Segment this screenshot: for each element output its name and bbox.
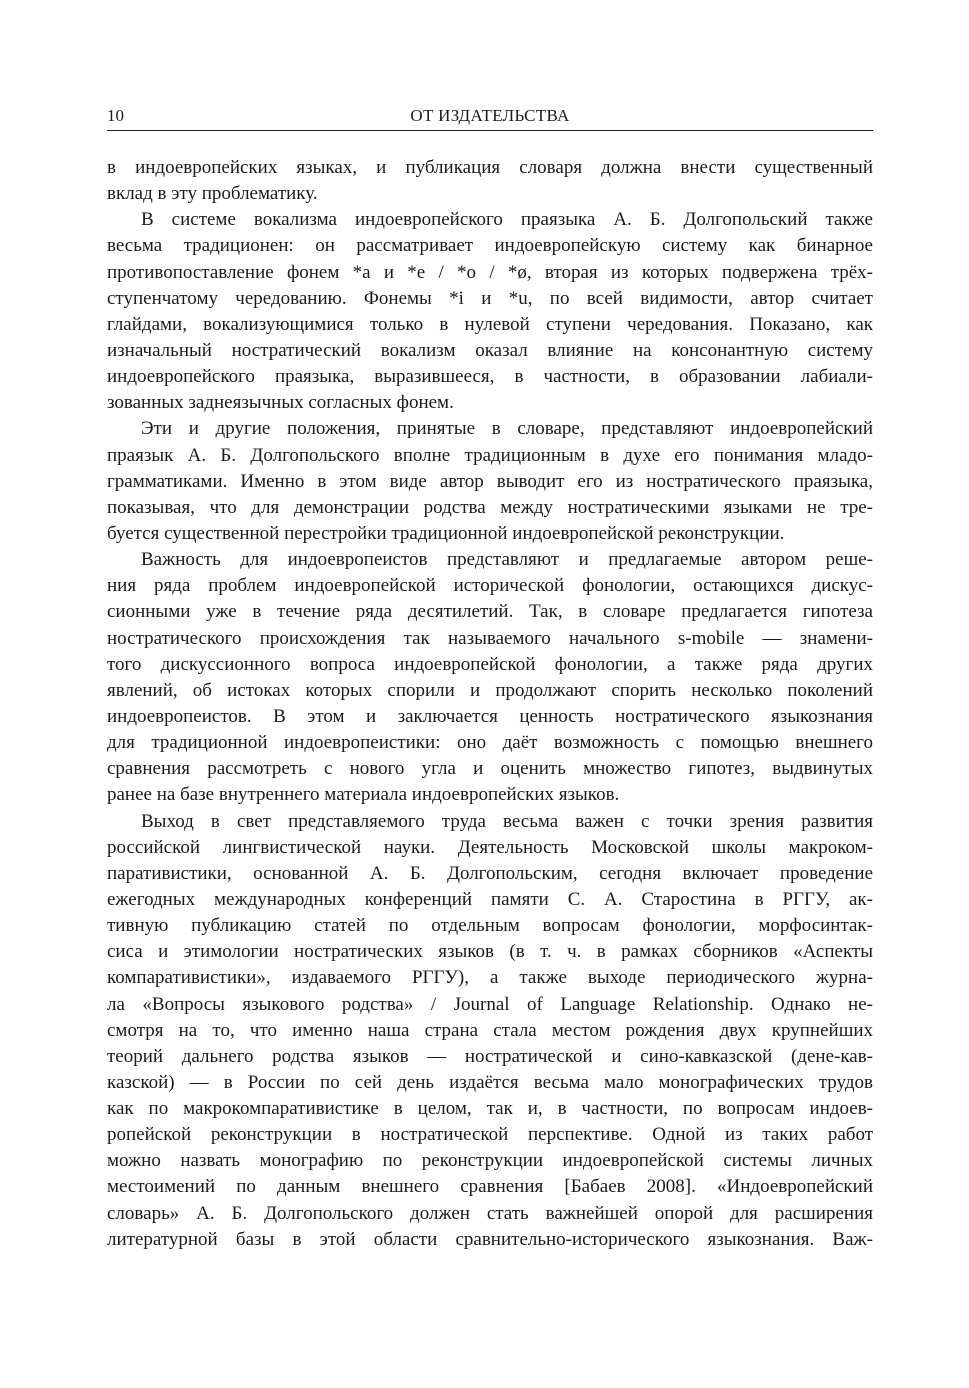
paragraph	[107, 155, 873, 207]
text-line: ния ряда проблем индоевропейской исторической фонологии, остающихся дискус-	[107, 575, 873, 597]
text-line: буется существенной перестройки традиционной индоевропейской реконструкции.	[107, 522, 785, 544]
text-line: весьма традиционен: он рассматривает индоевропейскую систему как бинарное	[107, 235, 873, 257]
text-line: зованных заднеязычных согласных фонем.	[107, 392, 454, 414]
text-line: местоимений по данным внешнего сравнения [Бабаев 2008]. «Индоевропейский	[107, 1176, 873, 1198]
text-line: противопоставление фонем *a и *e / *o / *ø, вторая из которых подвержена трёх-	[107, 261, 873, 283]
text-line: смотря на то, что именно наша страна стала местом рождения двух крупнейших	[107, 1019, 873, 1041]
paragraph	[107, 207, 873, 416]
text-line: теорий дальнего родства языков — ностратической и сино-кавказской (дене-кав-	[107, 1045, 873, 1067]
text-line: российской лингвистической науки. Деятельность Московской школы макроком-	[107, 836, 873, 858]
text-line: сиса и этимологии ностратических языков (в т. ч. в рамках сборников «Аспекты	[107, 941, 873, 963]
paragraph	[107, 416, 873, 547]
text-line: того дискуссионного вопроса индоевропейской фонологии, а также ряда других	[107, 653, 873, 675]
text-line: литературной базы в этой области сравнительно-исторического языкознания. Важ-	[107, 1228, 873, 1250]
text-line: ностратического происхождения так называемого начального s-mobile — знамени-	[107, 627, 873, 649]
text-line: В системе вокализма индоевропейского праязыка А. Б. Долгопольский также	[141, 209, 873, 231]
text-line: праязык А. Б. Долгопольского вполне традиционным в духе его понимания младо-	[107, 444, 873, 466]
paragraph	[107, 809, 873, 1253]
text-line: как по макрокомпаративистике в целом, так и, в частности, по вопросам индоев-	[107, 1098, 873, 1120]
text-line: можно назвать монографию по реконструкции индоевропейской системы личных	[107, 1150, 873, 1172]
text-line: Эти и другие положения, принятые в словаре, представляют индоевропейский	[141, 418, 873, 440]
text-line: ла «Вопросы языкового родства» / Journal of Language Relationship. Однако не-	[107, 993, 873, 1015]
text-line: компаративистики», издаваемого РГГУ), а также выходе периодического журна-	[107, 967, 873, 989]
text-line: глайдами, вокализующимися только в нулевой ступени чередования. Показано, как	[107, 313, 873, 335]
text-line: ранее на базе внутреннего материала индоевропейских языков.	[107, 784, 620, 806]
text-line: казской) — в России по сей день издаётся весьма мало монографических трудов	[107, 1071, 873, 1093]
text-line: сравнения рассмотреть с нового угла и оценить множество гипотез, выдвинутых	[107, 758, 873, 780]
text-line: изначальный ностратический вокализм оказал влияние на консонантную систему	[107, 339, 873, 361]
text-line: ежегодных международных конференций памяти С. А. Старостина в РГГУ, ак-	[107, 888, 873, 910]
text-line: Выход в свет представляемого труда весьма важен с точки зрения развития	[141, 810, 873, 832]
text-line: в индоевропейских языках, и публикация словаря должна внести существенный	[107, 157, 873, 178]
text-line: паративистики, основанной А. Б. Долгопольским, сегодня включает проведение	[107, 862, 873, 884]
text-line: Важность для индоевропеистов представляют и предлагаемые автором реше-	[141, 549, 873, 571]
page-number: 10	[107, 106, 124, 125]
text-line: вклад в эту проблематику.	[107, 183, 318, 205]
text-line: для традиционной индоевропеистики: оно даёт возможность с помощью внешнего	[107, 732, 873, 754]
text-line: показывая, что для демонстрации родства между ностратическими языками не тре-	[107, 496, 873, 518]
text-line: тивную публикацию статей по отдельным вопросам фонологии, морфосинтак-	[107, 915, 873, 937]
text-line: индоевропеистов. В этом и заключается ценность ностратического языкознания	[107, 705, 873, 727]
text-line: словарь» А. Б. Долгопольского должен стать важнейшей опорой для расширения	[107, 1202, 873, 1224]
text-line: индоевропейского праязыка, выразившееся, в частности, в образовании лабиали-	[107, 366, 873, 388]
text-line: явлений, об истоках которых спорили и продолжают спорить несколько поколений	[107, 679, 873, 701]
body-text	[107, 155, 873, 1253]
text-line: ступенчатому чередованию. Фонемы *i и *u, по всей видимости, автор считает	[107, 287, 873, 309]
running-head-title: ОТ ИЗДАТЕЛЬСТВА	[410, 106, 570, 125]
text-line: ропейской реконструкции в ностратической перспективе. Одной из таких работ	[107, 1124, 873, 1146]
running-header	[107, 106, 873, 131]
text-line: сионными уже в течение ряда десятилетий. Так, в словаре предлагается гипотеза	[107, 601, 873, 623]
text-line: грамматиками. Именно в этом виде автор выводит его из ностратического праязыка,	[107, 470, 873, 492]
paragraph	[107, 547, 873, 808]
